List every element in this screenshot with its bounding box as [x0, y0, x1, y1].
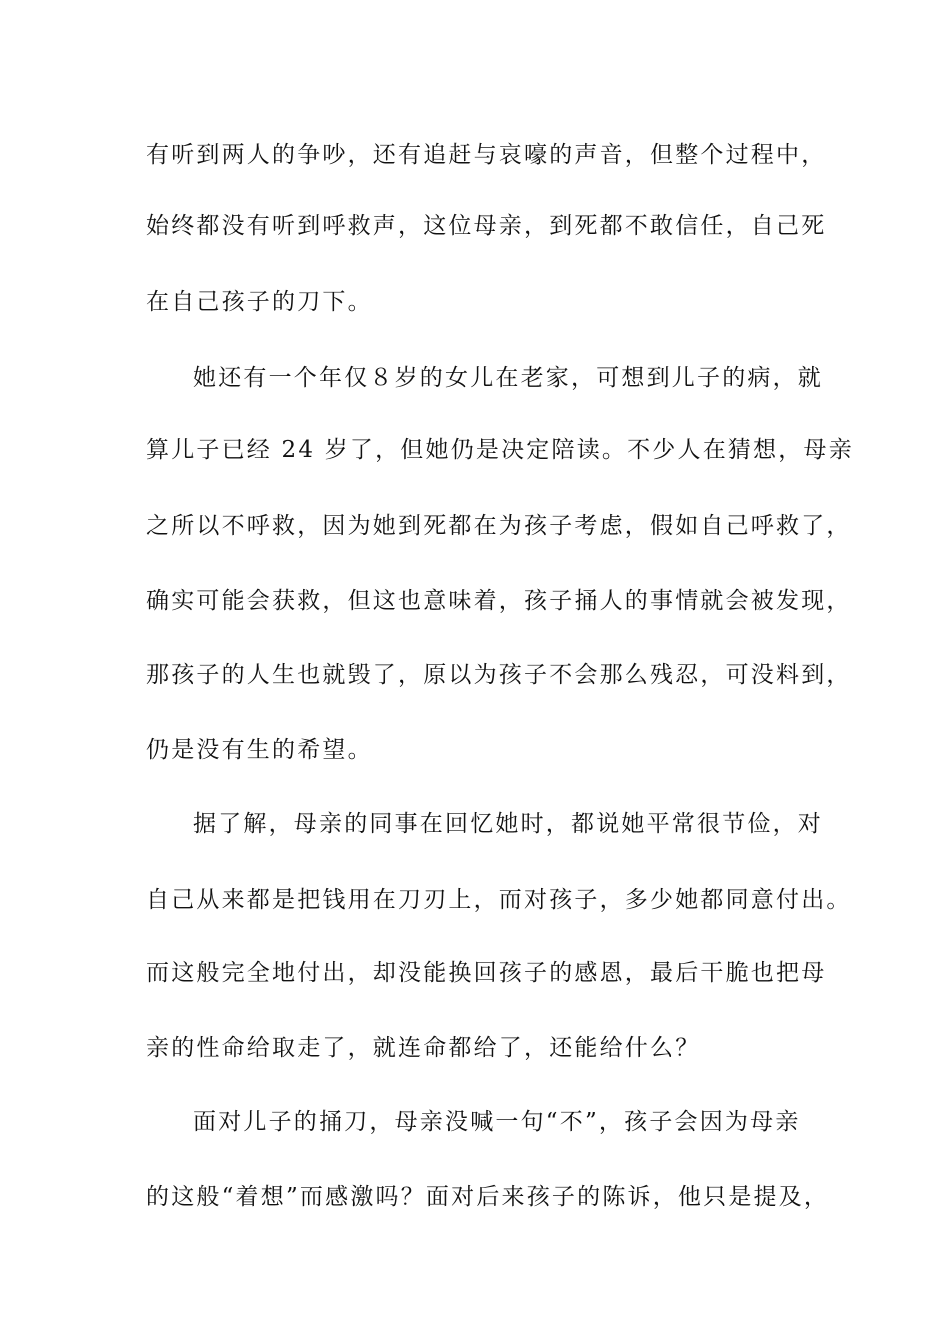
- text-line-5: 算儿子已经 24 岁了，但她仍是决定陪读。不少人在猜想，母亲: [146, 437, 854, 463]
- text-line-9: 仍是没有生的希望。: [146, 737, 373, 763]
- text-line-6: 之所以不呼救，因为她到死都在为孩子考虑，假如自己呼救了，: [146, 513, 852, 539]
- text-line-1: 有听到两人的争吵，还有追赶与哀嚎的声音，但整个过程中，: [146, 142, 827, 168]
- text-line-3: 在自己孩子的刀下。: [146, 289, 373, 315]
- paragraph-start-line-14: 面对儿子的捅刀，母亲没喊一句“不”，孩子会因为母亲: [193, 1109, 801, 1135]
- paragraph-start-line-10: 据了解，母亲的同事在回忆她时，都说她平常很节俭，对: [193, 811, 823, 837]
- paragraph-start-line-4: 她还有一个年仅８岁的女儿在老家，可想到儿子的病，就: [193, 365, 823, 391]
- text-line-8: 那孩子的人生也就毁了，原以为孩子不会那么残忍，可没料到，: [146, 662, 852, 688]
- text-line-15: 的这般“着想”而感激吗？面对后来孩子的陈诉，他只是提及，: [146, 1184, 830, 1210]
- text-line-12: 而这般完全地付出，却没能换回孩子的感恩，最后干脆也把母: [146, 960, 827, 986]
- text-line-11: 自己从来都是把钱用在刀刃上，而对孩子，多少她都同意付出。: [146, 887, 852, 913]
- text-line-13: 亲的性命给取走了，就连命都给了，还能给什么？: [146, 1035, 701, 1061]
- text-line-2: 始终都没有听到呼救声，这位母亲，到死都不敢信任，自己死: [146, 213, 827, 239]
- text-line-7: 确实可能会获救，但这也意味着，孩子捅人的事情就会被发现，: [146, 588, 852, 614]
